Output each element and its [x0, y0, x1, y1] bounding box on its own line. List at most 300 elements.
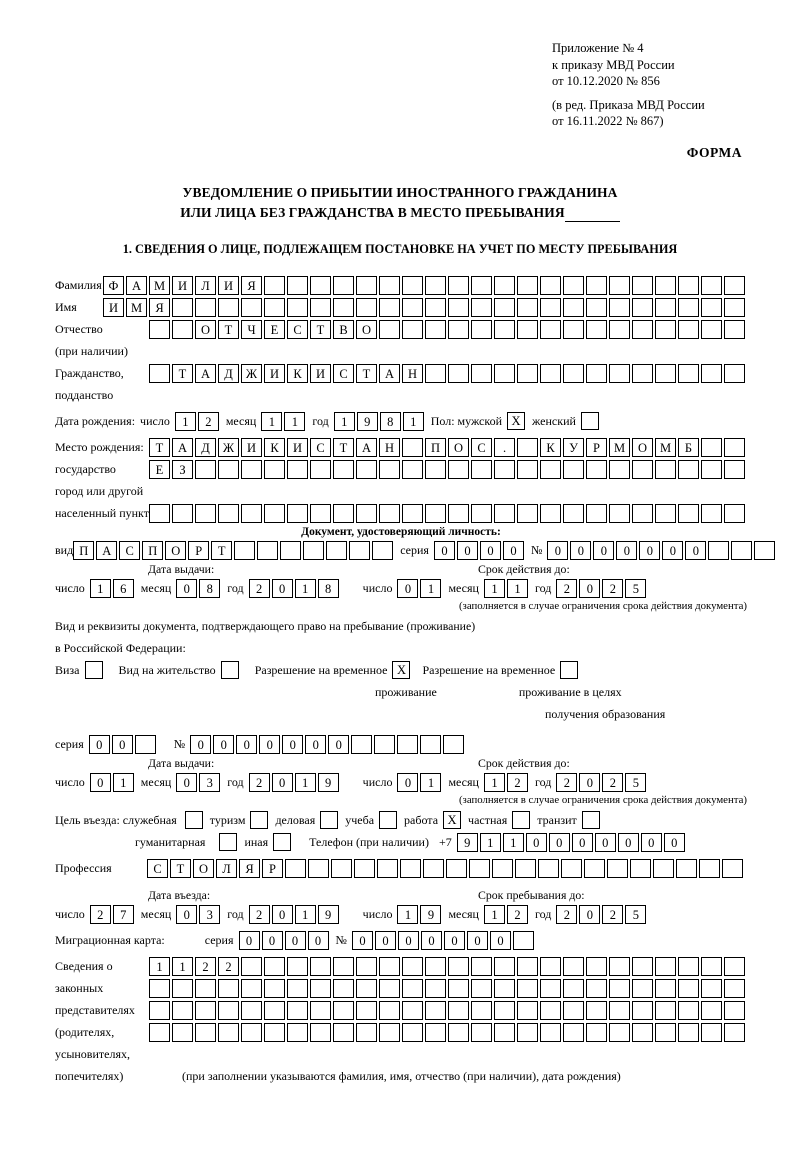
- reps-input-row1[interactable]: [149, 957, 747, 976]
- input-cell[interactable]: [356, 979, 377, 998]
- input-cell[interactable]: [724, 504, 745, 523]
- purpose-work-checkbox[interactable]: [443, 811, 463, 829]
- input-cell[interactable]: 2: [556, 773, 577, 792]
- sex-male-checkbox[interactable]: [507, 412, 527, 430]
- stay-year-input[interactable]: [556, 905, 648, 924]
- input-cell[interactable]: Я: [239, 859, 260, 878]
- input-cell[interactable]: 2: [249, 579, 270, 598]
- input-cell[interactable]: [333, 1023, 354, 1042]
- doc-valid-year-input[interactable]: [556, 579, 648, 598]
- input-cell[interactable]: А: [126, 276, 147, 295]
- input-cell[interactable]: [701, 1001, 722, 1020]
- input-cell[interactable]: [586, 320, 607, 339]
- input-cell[interactable]: 0: [579, 773, 600, 792]
- input-cell[interactable]: [586, 957, 607, 976]
- input-cell[interactable]: [425, 298, 446, 317]
- entry-day-input[interactable]: [90, 905, 136, 924]
- input-cell[interactable]: [264, 504, 285, 523]
- input-cell[interactable]: 7: [113, 905, 134, 924]
- input-cell[interactable]: Т: [149, 438, 170, 457]
- input-cell[interactable]: [563, 979, 584, 998]
- birth-day-input[interactable]: [175, 412, 221, 431]
- input-cell[interactable]: [609, 364, 630, 383]
- input-cell[interactable]: Д: [218, 364, 239, 383]
- input-cell[interactable]: М: [126, 298, 147, 317]
- input-cell[interactable]: [678, 320, 699, 339]
- input-cell[interactable]: [586, 504, 607, 523]
- input-cell[interactable]: 0: [305, 735, 326, 754]
- input-cell[interactable]: [471, 1023, 492, 1042]
- input-cell[interactable]: [701, 276, 722, 295]
- input-cell[interactable]: [724, 364, 745, 383]
- input-cell[interactable]: [609, 320, 630, 339]
- input-cell[interactable]: [540, 364, 561, 383]
- input-cell[interactable]: [303, 541, 324, 560]
- input-cell[interactable]: 0: [328, 735, 349, 754]
- input-cell[interactable]: [379, 811, 397, 829]
- input-cell[interactable]: 0: [421, 931, 442, 950]
- citizenship-input[interactable]: [149, 364, 747, 383]
- reps-input-row4[interactable]: [149, 1023, 747, 1042]
- birth-year-input[interactable]: [334, 412, 426, 431]
- input-cell[interactable]: [264, 1001, 285, 1020]
- input-cell[interactable]: 0: [572, 833, 593, 852]
- input-cell[interactable]: [218, 1001, 239, 1020]
- input-cell[interactable]: [379, 504, 400, 523]
- input-cell[interactable]: [287, 957, 308, 976]
- input-cell[interactable]: [273, 833, 291, 851]
- input-cell[interactable]: А: [356, 438, 377, 457]
- input-cell[interactable]: 9: [457, 833, 478, 852]
- input-cell[interactable]: К: [287, 364, 308, 383]
- input-cell[interactable]: [701, 364, 722, 383]
- input-cell[interactable]: М: [655, 438, 676, 457]
- input-cell[interactable]: [149, 1023, 170, 1042]
- input-cell[interactable]: [563, 957, 584, 976]
- input-cell[interactable]: 1: [507, 579, 528, 598]
- input-cell[interactable]: 0: [579, 905, 600, 924]
- input-cell[interactable]: [724, 979, 745, 998]
- input-cell[interactable]: 5: [625, 773, 646, 792]
- input-cell[interactable]: [250, 811, 268, 829]
- input-cell[interactable]: [632, 364, 653, 383]
- input-cell[interactable]: М: [609, 438, 630, 457]
- input-cell[interactable]: [195, 1023, 216, 1042]
- input-cell[interactable]: А: [172, 438, 193, 457]
- input-cell[interactable]: Н: [402, 364, 423, 383]
- input-cell[interactable]: [494, 957, 515, 976]
- input-cell[interactable]: 9: [318, 773, 339, 792]
- input-cell[interactable]: [356, 1023, 377, 1042]
- input-cell[interactable]: [471, 364, 492, 383]
- input-cell[interactable]: 2: [90, 905, 111, 924]
- input-cell[interactable]: [264, 298, 285, 317]
- input-cell[interactable]: [354, 859, 375, 878]
- input-cell[interactable]: [632, 1001, 653, 1020]
- input-cell[interactable]: [517, 320, 538, 339]
- purpose-service-checkbox[interactable]: [185, 811, 205, 829]
- input-cell[interactable]: [241, 1023, 262, 1042]
- input-cell[interactable]: Я: [149, 298, 170, 317]
- input-cell[interactable]: [356, 276, 377, 295]
- permit-valid-year-input[interactable]: [556, 773, 648, 792]
- sex-female-checkbox[interactable]: [581, 412, 601, 430]
- input-cell[interactable]: [195, 298, 216, 317]
- input-cell[interactable]: [586, 460, 607, 479]
- temp-residence-checkbox[interactable]: [392, 661, 412, 679]
- input-cell[interactable]: [425, 320, 446, 339]
- input-cell[interactable]: [563, 1023, 584, 1042]
- purpose-other-checkbox[interactable]: [273, 833, 293, 851]
- input-cell[interactable]: [609, 957, 630, 976]
- input-cell[interactable]: [241, 298, 262, 317]
- input-cell[interactable]: 0: [616, 541, 637, 560]
- input-cell[interactable]: [333, 276, 354, 295]
- input-cell[interactable]: 0: [213, 735, 234, 754]
- profession-input[interactable]: [147, 859, 745, 878]
- input-cell[interactable]: [471, 460, 492, 479]
- input-cell[interactable]: [540, 298, 561, 317]
- input-cell[interactable]: [195, 460, 216, 479]
- input-cell[interactable]: П: [142, 541, 163, 560]
- input-cell[interactable]: 8: [199, 579, 220, 598]
- input-cell[interactable]: [701, 460, 722, 479]
- input-cell[interactable]: 1: [420, 579, 441, 598]
- input-cell[interactable]: [563, 364, 584, 383]
- input-cell[interactable]: 0: [595, 833, 616, 852]
- input-cell[interactable]: 5: [625, 905, 646, 924]
- birthplace-input-row3[interactable]: [149, 504, 747, 523]
- input-cell[interactable]: 1: [90, 579, 111, 598]
- input-cell[interactable]: 1: [172, 957, 193, 976]
- input-cell[interactable]: 0: [236, 735, 257, 754]
- input-cell[interactable]: [333, 957, 354, 976]
- input-cell[interactable]: [632, 504, 653, 523]
- input-cell[interactable]: [632, 1023, 653, 1042]
- input-cell[interactable]: К: [264, 438, 285, 457]
- reps-input-row3[interactable]: [149, 1001, 747, 1020]
- input-cell[interactable]: 0: [526, 833, 547, 852]
- input-cell[interactable]: Т: [211, 541, 232, 560]
- input-cell[interactable]: [609, 276, 630, 295]
- input-cell[interactable]: [563, 1001, 584, 1020]
- input-cell[interactable]: И: [218, 276, 239, 295]
- input-cell[interactable]: 0: [503, 541, 524, 560]
- doc-valid-month-input[interactable]: [484, 579, 530, 598]
- input-cell[interactable]: [678, 504, 699, 523]
- input-cell[interactable]: 1: [397, 905, 418, 924]
- input-cell[interactable]: [402, 298, 423, 317]
- input-cell[interactable]: А: [96, 541, 117, 560]
- input-cell[interactable]: [448, 1001, 469, 1020]
- migration-number-input[interactable]: [352, 931, 536, 950]
- input-cell[interactable]: 0: [549, 833, 570, 852]
- input-cell[interactable]: Е: [264, 320, 285, 339]
- input-cell[interactable]: [494, 1001, 515, 1020]
- input-cell[interactable]: 8: [380, 412, 401, 431]
- input-cell[interactable]: X: [392, 661, 410, 679]
- input-cell[interactable]: [471, 1001, 492, 1020]
- input-cell[interactable]: [448, 1023, 469, 1042]
- input-cell[interactable]: [241, 1001, 262, 1020]
- input-cell[interactable]: [632, 460, 653, 479]
- input-cell[interactable]: [333, 504, 354, 523]
- input-cell[interactable]: [234, 541, 255, 560]
- input-cell[interactable]: [517, 276, 538, 295]
- input-cell[interactable]: [218, 1023, 239, 1042]
- input-cell[interactable]: [609, 504, 630, 523]
- input-cell[interactable]: 0: [467, 931, 488, 950]
- input-cell[interactable]: [356, 298, 377, 317]
- input-cell[interactable]: [448, 504, 469, 523]
- input-cell[interactable]: [563, 320, 584, 339]
- input-cell[interactable]: [586, 1023, 607, 1042]
- input-cell[interactable]: [377, 859, 398, 878]
- input-cell[interactable]: [701, 504, 722, 523]
- input-cell[interactable]: [517, 979, 538, 998]
- input-cell[interactable]: Р: [188, 541, 209, 560]
- input-cell[interactable]: [655, 460, 676, 479]
- input-cell[interactable]: [471, 320, 492, 339]
- input-cell[interactable]: 1: [149, 957, 170, 976]
- input-cell[interactable]: [607, 859, 628, 878]
- input-cell[interactable]: [149, 364, 170, 383]
- input-cell[interactable]: [494, 1023, 515, 1042]
- input-cell[interactable]: 2: [602, 579, 623, 598]
- input-cell[interactable]: [425, 957, 446, 976]
- input-cell[interactable]: О: [632, 438, 653, 457]
- input-cell[interactable]: С: [147, 859, 168, 878]
- input-cell[interactable]: 0: [285, 931, 306, 950]
- input-cell[interactable]: [402, 276, 423, 295]
- input-cell[interactable]: [218, 298, 239, 317]
- input-cell[interactable]: [448, 320, 469, 339]
- input-cell[interactable]: С: [310, 438, 331, 457]
- input-cell[interactable]: [678, 298, 699, 317]
- input-cell[interactable]: 9: [420, 905, 441, 924]
- input-cell[interactable]: [379, 320, 400, 339]
- input-cell[interactable]: [356, 1001, 377, 1020]
- input-cell[interactable]: [582, 811, 600, 829]
- input-cell[interactable]: [333, 460, 354, 479]
- input-cell[interactable]: О: [356, 320, 377, 339]
- input-cell[interactable]: Т: [218, 320, 239, 339]
- input-cell[interactable]: [540, 504, 561, 523]
- input-cell[interactable]: 2: [507, 773, 528, 792]
- input-cell[interactable]: [609, 979, 630, 998]
- input-cell[interactable]: [563, 460, 584, 479]
- input-cell[interactable]: [333, 298, 354, 317]
- input-cell[interactable]: [149, 1001, 170, 1020]
- input-cell[interactable]: [333, 979, 354, 998]
- input-cell[interactable]: [264, 957, 285, 976]
- input-cell[interactable]: С: [119, 541, 140, 560]
- input-cell[interactable]: [586, 298, 607, 317]
- input-cell[interactable]: [402, 1001, 423, 1020]
- input-cell[interactable]: [632, 298, 653, 317]
- input-cell[interactable]: [517, 957, 538, 976]
- doc-number-input[interactable]: [547, 541, 777, 560]
- input-cell[interactable]: [655, 504, 676, 523]
- input-cell[interactable]: [349, 541, 370, 560]
- input-cell[interactable]: [402, 320, 423, 339]
- input-cell[interactable]: [308, 859, 329, 878]
- entry-year-input[interactable]: [249, 905, 341, 924]
- input-cell[interactable]: [584, 859, 605, 878]
- input-cell[interactable]: [425, 1001, 446, 1020]
- input-cell[interactable]: [374, 735, 395, 754]
- permit-valid-month-input[interactable]: [484, 773, 530, 792]
- input-cell[interactable]: [471, 504, 492, 523]
- input-cell[interactable]: 2: [218, 957, 239, 976]
- input-cell[interactable]: [586, 364, 607, 383]
- input-cell[interactable]: [448, 298, 469, 317]
- purpose-study-checkbox[interactable]: [379, 811, 399, 829]
- input-cell[interactable]: 0: [570, 541, 591, 560]
- purpose-transit-checkbox[interactable]: [582, 811, 602, 829]
- doc-issue-day-input[interactable]: [90, 579, 136, 598]
- input-cell[interactable]: 1: [175, 412, 196, 431]
- input-cell[interactable]: [420, 735, 441, 754]
- input-cell[interactable]: [287, 460, 308, 479]
- input-cell[interactable]: [701, 320, 722, 339]
- surname-input[interactable]: [103, 276, 747, 295]
- input-cell[interactable]: [563, 276, 584, 295]
- input-cell[interactable]: И: [241, 438, 262, 457]
- input-cell[interactable]: 2: [507, 905, 528, 924]
- input-cell[interactable]: 1: [403, 412, 424, 431]
- input-cell[interactable]: [517, 438, 538, 457]
- input-cell[interactable]: [701, 957, 722, 976]
- input-cell[interactable]: [172, 1023, 193, 1042]
- input-cell[interactable]: 0: [176, 579, 197, 598]
- input-cell[interactable]: 1: [284, 412, 305, 431]
- input-cell[interactable]: [379, 298, 400, 317]
- input-cell[interactable]: 1: [484, 773, 505, 792]
- input-cell[interactable]: И: [287, 438, 308, 457]
- input-cell[interactable]: [701, 438, 722, 457]
- input-cell[interactable]: [632, 957, 653, 976]
- input-cell[interactable]: 1: [420, 773, 441, 792]
- input-cell[interactable]: [724, 1001, 745, 1020]
- input-cell[interactable]: 0: [352, 931, 373, 950]
- stay-day-input[interactable]: [397, 905, 443, 924]
- input-cell[interactable]: [285, 859, 306, 878]
- input-cell[interactable]: [678, 460, 699, 479]
- input-cell[interactable]: [515, 859, 536, 878]
- input-cell[interactable]: Р: [262, 859, 283, 878]
- permit-number-input[interactable]: [190, 735, 466, 754]
- input-cell[interactable]: В: [333, 320, 354, 339]
- input-cell[interactable]: И: [103, 298, 124, 317]
- input-cell[interactable]: Л: [195, 276, 216, 295]
- input-cell[interactable]: 0: [375, 931, 396, 950]
- input-cell[interactable]: [494, 460, 515, 479]
- input-cell[interactable]: Ж: [218, 438, 239, 457]
- input-cell[interactable]: 1: [113, 773, 134, 792]
- input-cell[interactable]: 9: [318, 905, 339, 924]
- input-cell[interactable]: 6: [113, 579, 134, 598]
- input-cell[interactable]: 0: [272, 579, 293, 598]
- input-cell[interactable]: [195, 979, 216, 998]
- input-cell[interactable]: 0: [547, 541, 568, 560]
- input-cell[interactable]: [172, 504, 193, 523]
- input-cell[interactable]: Т: [170, 859, 191, 878]
- input-cell[interactable]: [561, 859, 582, 878]
- input-cell[interactable]: [218, 504, 239, 523]
- input-cell[interactable]: [724, 438, 745, 457]
- input-cell[interactable]: [372, 541, 393, 560]
- input-cell[interactable]: [724, 276, 745, 295]
- input-cell[interactable]: [379, 979, 400, 998]
- input-cell[interactable]: [724, 320, 745, 339]
- input-cell[interactable]: [310, 276, 331, 295]
- input-cell[interactable]: [494, 364, 515, 383]
- input-cell[interactable]: 0: [639, 541, 660, 560]
- input-cell[interactable]: [609, 298, 630, 317]
- input-cell[interactable]: [280, 541, 301, 560]
- input-cell[interactable]: [379, 1023, 400, 1042]
- entry-month-input[interactable]: [176, 905, 222, 924]
- input-cell[interactable]: [331, 859, 352, 878]
- residence-permit-checkbox[interactable]: [221, 661, 241, 679]
- input-cell[interactable]: О: [193, 859, 214, 878]
- input-cell[interactable]: [655, 979, 676, 998]
- input-cell[interactable]: 0: [397, 579, 418, 598]
- input-cell[interactable]: [609, 1023, 630, 1042]
- input-cell[interactable]: [632, 979, 653, 998]
- input-cell[interactable]: 9: [357, 412, 378, 431]
- input-cell[interactable]: [448, 979, 469, 998]
- input-cell[interactable]: [494, 320, 515, 339]
- input-cell[interactable]: [609, 1001, 630, 1020]
- input-cell[interactable]: З: [172, 460, 193, 479]
- input-cell[interactable]: 0: [398, 931, 419, 950]
- doc-issue-month-input[interactable]: [176, 579, 222, 598]
- input-cell[interactable]: [326, 541, 347, 560]
- input-cell[interactable]: [402, 957, 423, 976]
- input-cell[interactable]: [471, 298, 492, 317]
- input-cell[interactable]: [379, 276, 400, 295]
- input-cell[interactable]: [264, 1023, 285, 1042]
- input-cell[interactable]: [172, 1001, 193, 1020]
- reps-input-row2[interactable]: [149, 979, 747, 998]
- input-cell[interactable]: 1: [261, 412, 282, 431]
- input-cell[interactable]: [701, 298, 722, 317]
- input-cell[interactable]: П: [425, 438, 446, 457]
- input-cell[interactable]: [512, 811, 530, 829]
- input-cell[interactable]: 2: [195, 957, 216, 976]
- input-cell[interactable]: Ф: [103, 276, 124, 295]
- input-cell[interactable]: [423, 859, 444, 878]
- input-cell[interactable]: [425, 460, 446, 479]
- stay-month-input[interactable]: [484, 905, 530, 924]
- input-cell[interactable]: [218, 979, 239, 998]
- input-cell[interactable]: О: [195, 320, 216, 339]
- input-cell[interactable]: 2: [602, 905, 623, 924]
- input-cell[interactable]: [609, 460, 630, 479]
- input-cell[interactable]: [379, 1001, 400, 1020]
- input-cell[interactable]: Е: [149, 460, 170, 479]
- input-cell[interactable]: [538, 859, 559, 878]
- visa-checkbox[interactable]: [85, 661, 105, 679]
- input-cell[interactable]: 0: [444, 931, 465, 950]
- input-cell[interactable]: [563, 504, 584, 523]
- input-cell[interactable]: Л: [216, 859, 237, 878]
- input-cell[interactable]: 0: [259, 735, 280, 754]
- input-cell[interactable]: [172, 979, 193, 998]
- input-cell[interactable]: [701, 1023, 722, 1042]
